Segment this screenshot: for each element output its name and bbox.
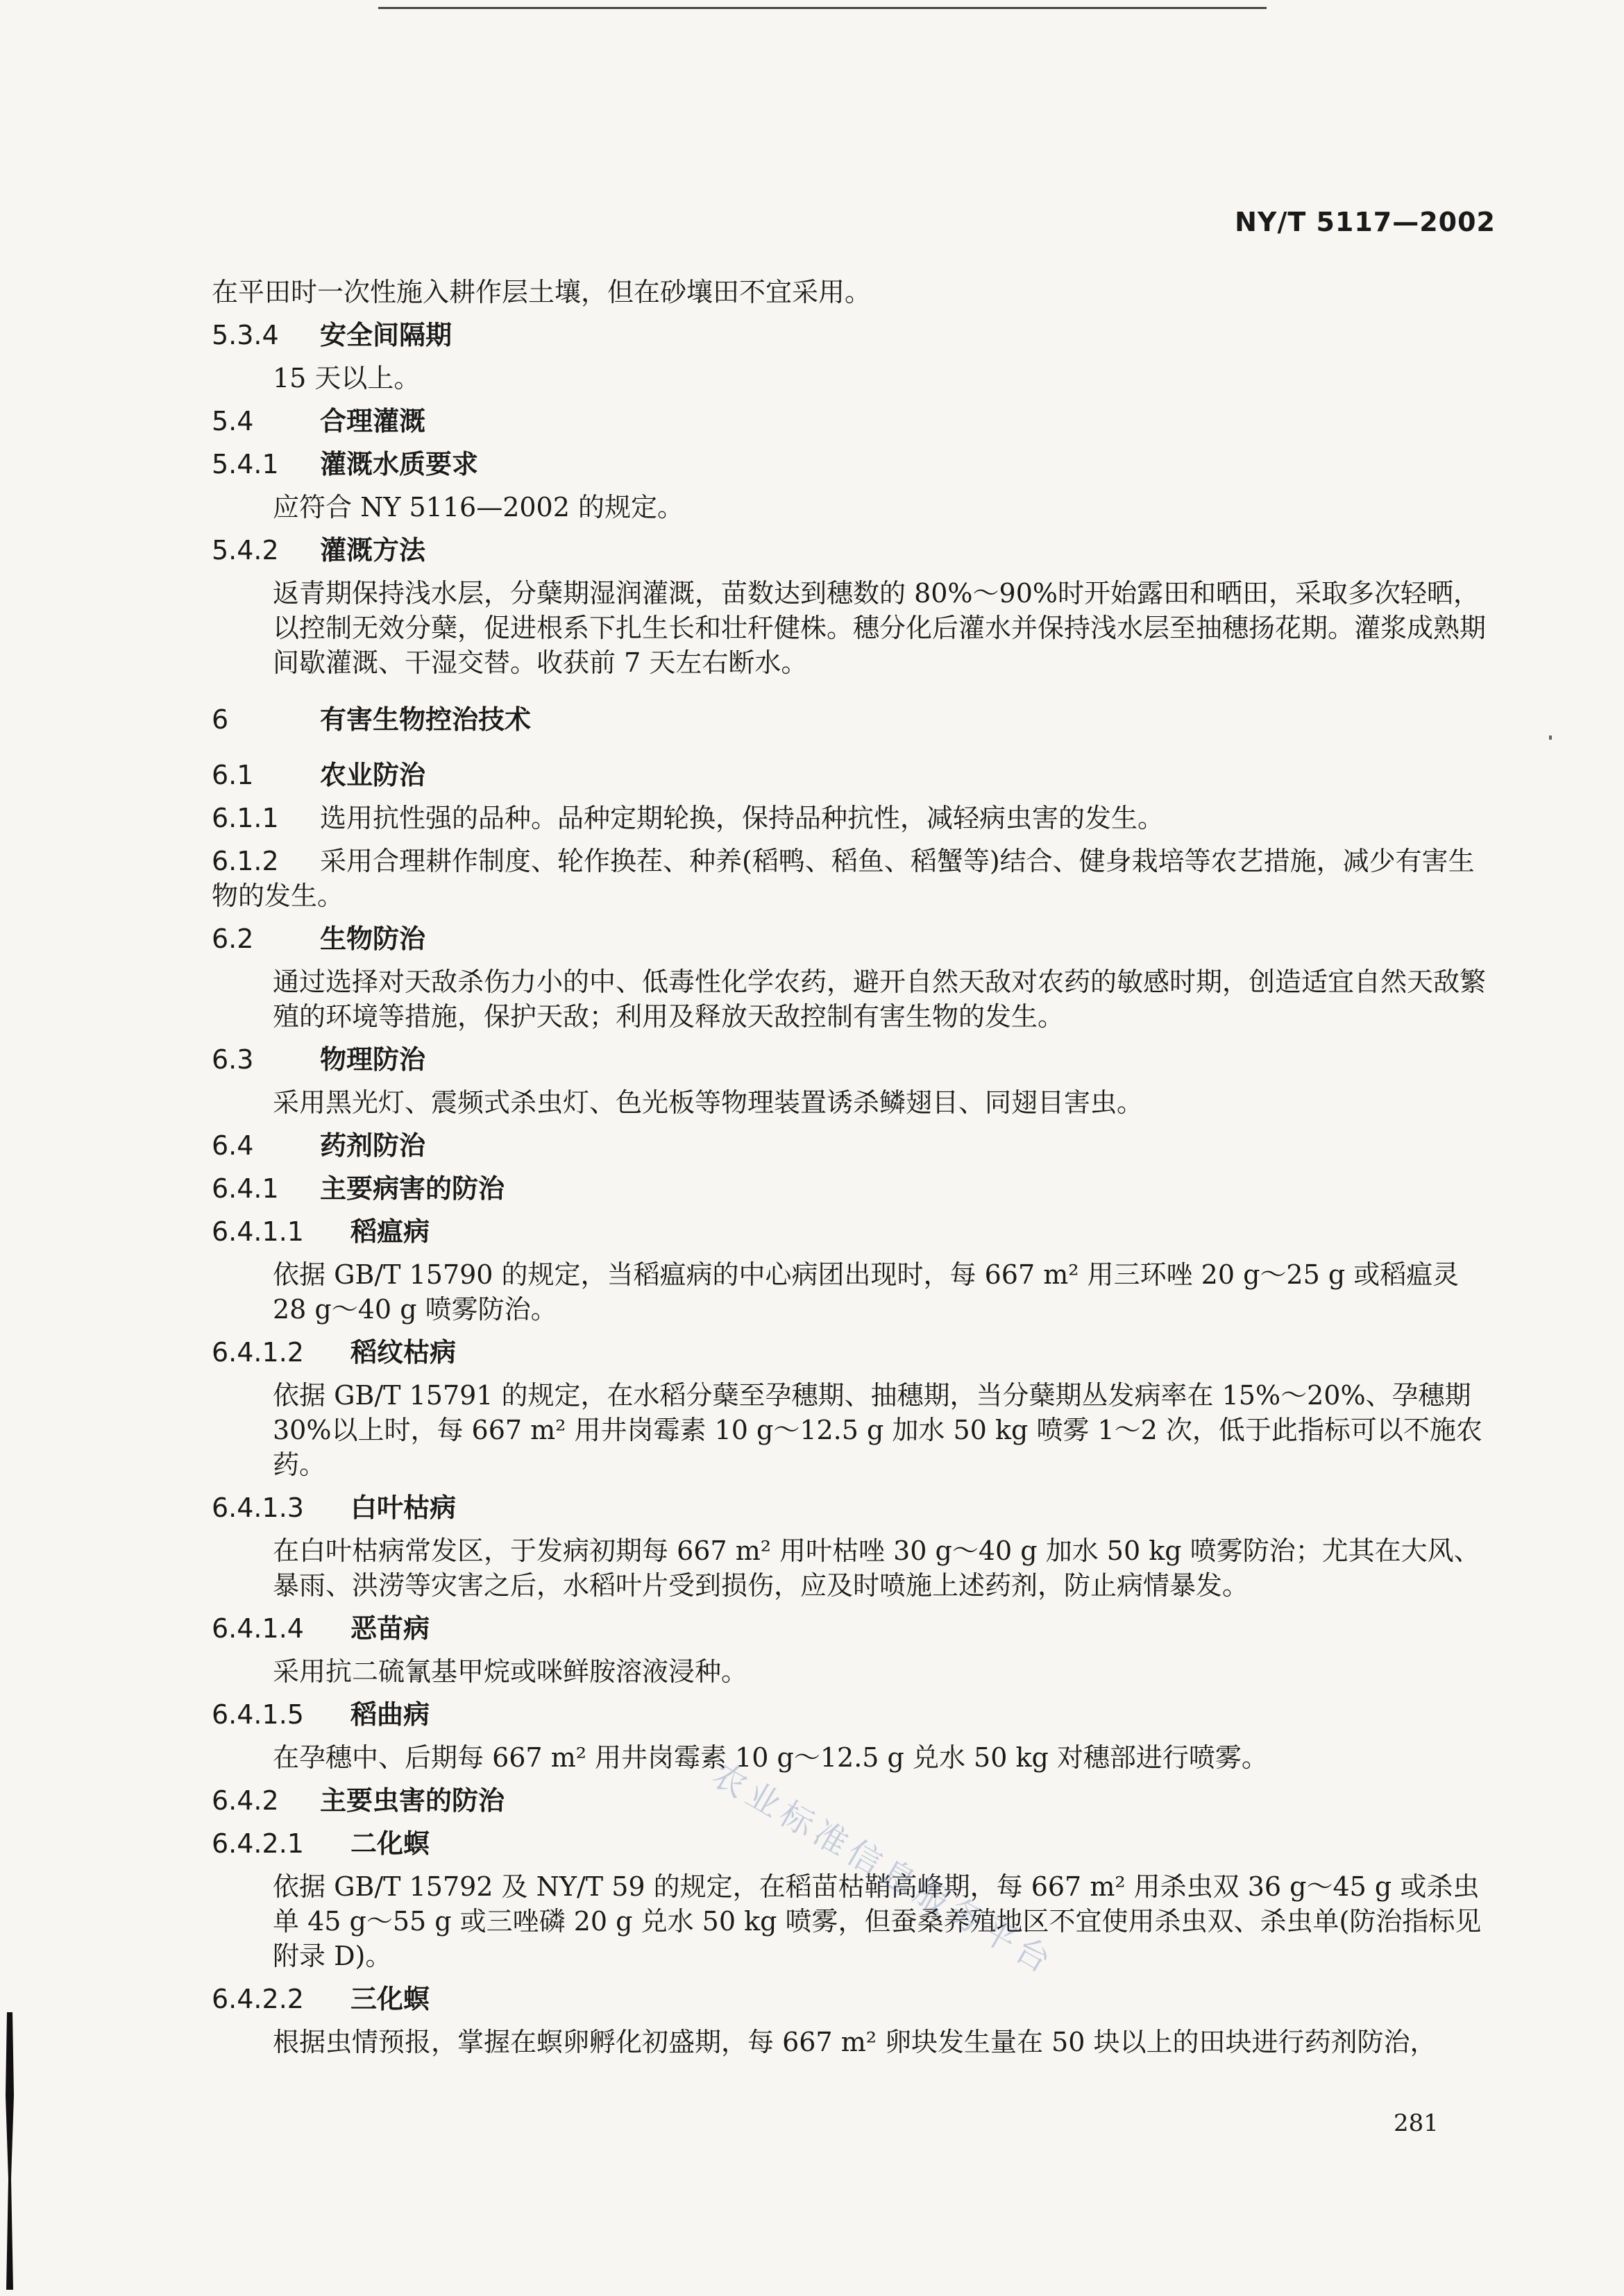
section-number: 6.1: [212, 760, 254, 790]
section-title: 主要虫害的防治: [320, 1785, 505, 1816]
section-number: 6.4.2.1: [212, 1828, 304, 1859]
section-heading: [212, 1335, 1496, 1370]
section-number: 6.4.2: [212, 1785, 279, 1816]
section-number: 6.1.1: [212, 803, 279, 833]
body-text: [212, 275, 1496, 2068]
paragraph: 在白叶枯病常发区，于发病初期每 667 m² 用叶枯唑 30 g～40 g 加水 50 kg 喷雾防治；尤其在大风、暴雨、洪涝等灾害之后，水稻叶片受到损伤，应及时喷施上述药剂，防止病情暴发。: [273, 1536, 1480, 1601]
section-title: 稻曲病: [350, 1699, 430, 1730]
watermark: 农业标准信息服务平台: [705, 1755, 1062, 1984]
section-title: 灌溉水质要求: [320, 449, 479, 479]
section-number: 5.4.1: [212, 449, 279, 479]
section-title: 灌溉方法: [320, 535, 426, 566]
paragraph: 应符合 NY 5116—2002 的规定。: [273, 492, 684, 522]
chapter-heading: [212, 702, 1496, 737]
paragraph: 依据 GB/T 15791 的规定，在水稻分蘖至孕穗期、抽穗期，当分蘖期丛发病率在 15%～20%、孕穗期 30%以上时，每 667 m² 用井岗霉素 10 g～12.5 g 加水 50 kg 喷雾 1～2 次，低于此指标可以不施农药。: [273, 1380, 1482, 1480]
scan-speck: [1549, 735, 1552, 740]
section-heading: [212, 1783, 1496, 1818]
paragraph: 通过选择对天敌杀伤力小的中、低毒性化学农药，避开自然天敌对农药的敏感时期，创造适宜自然天敌繁殖的环境等措施，保护天敌；利用及释放天敌控制有害生物的发生。: [273, 967, 1487, 1032]
section-title: 白叶枯病: [350, 1493, 457, 1523]
section-title: 农业防治: [320, 760, 426, 790]
section-title: 稻瘟病: [350, 1216, 430, 1247]
section-number: 6.1.2: [212, 846, 279, 876]
section-title: 物理防治: [320, 1044, 426, 1075]
section-heading: [212, 921, 1496, 956]
section-number: 5.4: [212, 406, 254, 436]
section-title: 安全间隔期: [320, 320, 452, 350]
section-number: 6.4: [212, 1130, 254, 1161]
section-heading: [212, 533, 1496, 568]
section-number: 5.3.4: [212, 320, 279, 350]
section-title: 三化螟: [350, 1984, 430, 2014]
section-heading: [212, 1042, 1496, 1077]
section-heading: [212, 318, 1496, 352]
top-rule: [378, 7, 1267, 9]
section-heading: [212, 404, 1496, 439]
paragraph: 15 天以上。: [273, 363, 421, 393]
page-number: 281: [1394, 2109, 1439, 2137]
section-number: 5.4.2: [212, 535, 279, 566]
standard-code: NY/T 5117—2002: [1235, 207, 1496, 237]
section-heading: [212, 1128, 1496, 1163]
section-heading: [212, 1171, 1496, 1206]
section-heading: [212, 1611, 1496, 1646]
section-title: 生物防治: [320, 924, 426, 954]
item-text: 采用合理耕作制度、轮作换茬、种养(稻鸭、稻鱼、稻蟹等)结合、健身栽培等农艺措施，减少有害生物的发生。: [212, 846, 1475, 911]
section-heading: [212, 1697, 1496, 1732]
section-title: 有害生物控治技术: [320, 704, 532, 735]
section-title: 稻纹枯病: [350, 1337, 457, 1368]
paragraph: 在孕穗中、后期每 667 m² 用井岗霉素 10 g～12.5 g 兑水 50 kg 对穗部进行喷雾。: [273, 1742, 1268, 1773]
section-number: 6.4.1.3: [212, 1493, 304, 1523]
section-title: 合理灌溉: [320, 406, 426, 436]
numbered-item: [212, 844, 1496, 913]
section-title: 药剂防治: [320, 1130, 426, 1161]
paragraph: 依据 GB/T 15790 的规定，当稻瘟病的中心病团出现时，每 667 m² 用三环唑 20 g～25 g 或稻瘟灵 28 g～40 g 喷雾防治。: [273, 1259, 1460, 1325]
paragraph: 采用黑光灯、震频式杀虫灯、色光板等物理装置诱杀鳞翅目、同翅目害虫。: [273, 1087, 1144, 1118]
section-heading: [212, 447, 1496, 482]
section-title: 主要病害的防治: [320, 1173, 505, 1204]
paragraph: 依据 GB/T 15792 及 NY/T 59 的规定，在稻苗枯鞘高峰期，每 667 m² 用杀虫双 36 g～45 g 或杀虫单 45 g～55 g 或三唑磷 20 g 兑水 50 kg 喷雾，但蚕桑养殖地区不宜使用杀虫双、杀虫单(防治指标见附录 D)。: [273, 1871, 1482, 1971]
section-number: 6.4.1.5: [212, 1699, 304, 1730]
section-number: 6.4.1.4: [212, 1613, 304, 1644]
section-title: 二化螟: [350, 1828, 430, 1859]
section-number: 6.4.2.2: [212, 1984, 304, 2014]
section-heading: [212, 1982, 1496, 2016]
paragraph: 在平田时一次性施入耕作层土壤，但在砂壤田不宜采用。: [212, 277, 872, 307]
section-number: 6.4.1: [212, 1173, 279, 1204]
section-title: 恶苗病: [350, 1613, 430, 1644]
section-number: 6.4.1.1: [212, 1216, 304, 1247]
section-heading: [212, 758, 1496, 792]
item-text: 选用抗性强的品种。品种定期轮换，保持品种抗性，减轻病虫害的发生。: [320, 803, 1165, 833]
section-number: 6: [212, 704, 229, 735]
paragraph: 返青期保持浅水层，分蘖期湿润灌溉，苗数达到穗数的 80%～90%时开始露田和晒田，采取多次轻晒，以控制无效分蘖，促进根系下扎生长和壮秆健株。穗分化后灌水并保持浅水层至抽穗扬花期。灌浆成熟期间歇灌溉、干湿交替。收获前 7 天左右断水。: [273, 578, 1487, 678]
paragraph: 根据虫情预报，掌握在螟卵孵化初盛期，每 667 m² 卵块发生量在 50 块以上的田块进行药剂防治，: [273, 2027, 1437, 2057]
section-heading: [212, 1490, 1496, 1525]
numbered-item: [212, 801, 1496, 835]
section-number: 6.4.1.2: [212, 1337, 304, 1368]
paragraph: 采用抗二硫氰基甲烷或咪鲜胺溶液浸种。: [273, 1656, 748, 1687]
binding-edge-mark: [3, 2012, 18, 2290]
section-heading: [212, 1214, 1496, 1249]
section-number: 6.3: [212, 1044, 254, 1075]
section-number: 6.2: [212, 924, 254, 954]
